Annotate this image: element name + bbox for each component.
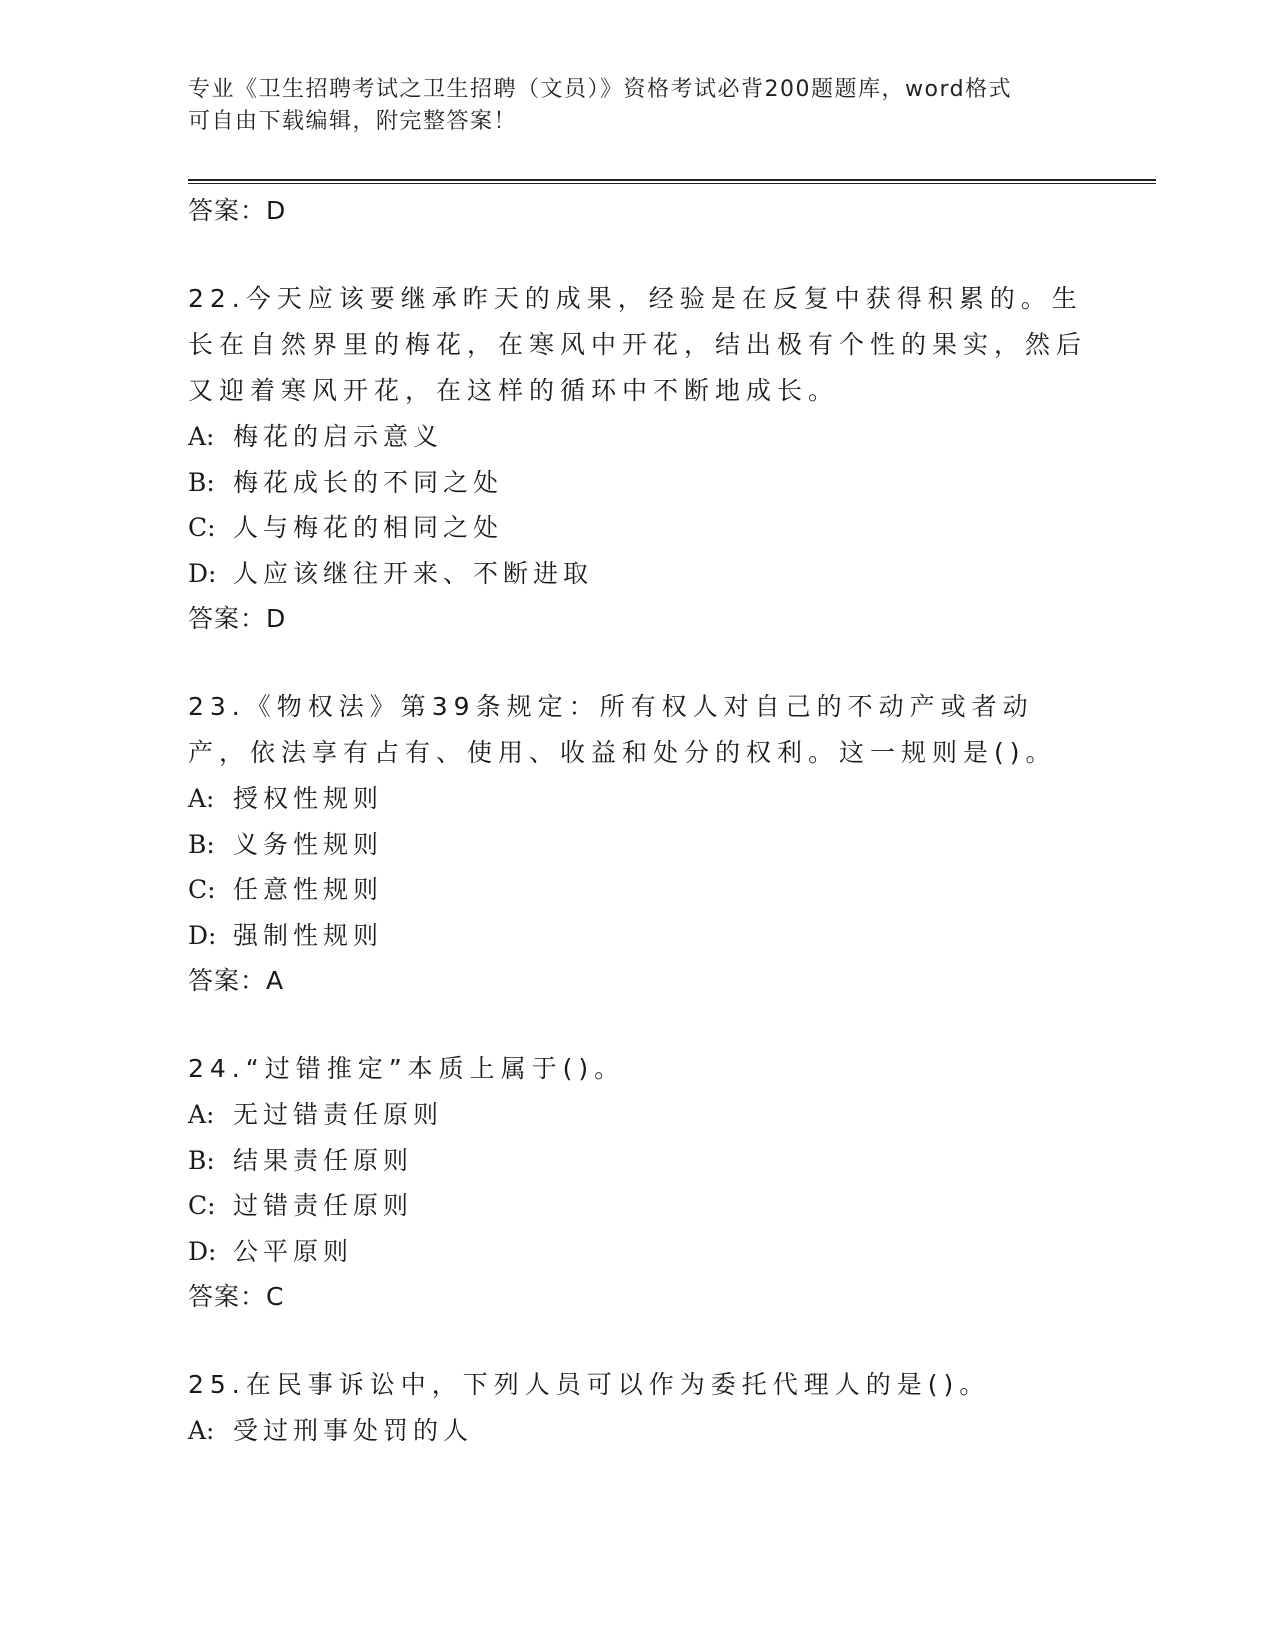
option-d xyxy=(188,1229,1088,1275)
option-a xyxy=(188,1408,1088,1454)
option-c xyxy=(188,867,1088,913)
header-line-2: 可自由下载编辑，附完整答案！ xyxy=(188,109,518,134)
question-22 xyxy=(188,276,1088,642)
question-stem: 24.“过错推定”本质上属于()。 xyxy=(188,1054,626,1083)
option-text: 人与梅花的相同之处 xyxy=(233,513,504,542)
question-stem: 25.在民事诉讼中，下列人员可以作为委托代理人的是()。 xyxy=(188,1370,991,1399)
option-letter: B: xyxy=(188,1145,215,1175)
option-letter: B: xyxy=(188,467,215,497)
option-letter: A: xyxy=(188,784,215,813)
option-text: 授权性规则 xyxy=(233,784,384,813)
question-24 xyxy=(188,1046,1088,1320)
header-line-1: 专业《卫生招聘考试之卫生招聘（文员）》资格考试必背200题题库，word格式 xyxy=(188,77,1013,102)
option-letter: B: xyxy=(188,829,215,859)
option-text: 强制性规则 xyxy=(233,920,384,950)
option-text: 过错责任原则 xyxy=(233,1191,414,1220)
option-letter: D: xyxy=(188,920,217,950)
question-23 xyxy=(188,684,1088,1004)
option-text: 任意性规则 xyxy=(233,875,384,904)
option-text: 受过刑事处罚的人 xyxy=(233,1416,474,1445)
header-rule xyxy=(188,179,1156,184)
option-d xyxy=(188,913,1088,959)
page-header xyxy=(188,74,1088,138)
document-body xyxy=(188,188,1088,1454)
answer-line: 答案：C xyxy=(188,1282,285,1311)
question-25 xyxy=(188,1362,1088,1454)
option-letter: D: xyxy=(188,558,217,588)
option-b xyxy=(188,460,1088,506)
answer-line: 答案：A xyxy=(188,966,285,995)
option-c xyxy=(188,1183,1088,1229)
option-a xyxy=(188,1092,1088,1138)
option-text: 公平原则 xyxy=(233,1236,354,1266)
option-text: 人应该继往开来、不断进取 xyxy=(233,558,594,588)
option-letter: A: xyxy=(188,1416,215,1445)
option-text: 结果责任原则 xyxy=(233,1145,414,1175)
option-d xyxy=(188,551,1088,597)
option-c xyxy=(188,505,1088,551)
option-b xyxy=(188,1138,1088,1184)
option-letter: C: xyxy=(188,513,216,542)
option-text: 梅花成长的不同之处 xyxy=(233,467,504,497)
option-text: 梅花的启示意义 xyxy=(233,422,444,451)
option-letter: C: xyxy=(188,1191,216,1220)
option-text: 无过错责任原则 xyxy=(233,1100,444,1129)
question-stem: 23.《物权法》第39条规定：所有权人对自己的不动产或者动产，依法享有占有、使用、收益和处分的权利。这一规则是()。 xyxy=(188,692,1057,767)
option-letter: D: xyxy=(188,1236,217,1266)
answer-line: 答案：D xyxy=(188,604,287,633)
option-a xyxy=(188,776,1088,822)
option-text: 义务性规则 xyxy=(233,829,384,859)
option-letter: C: xyxy=(188,875,216,904)
option-b xyxy=(188,822,1088,868)
option-letter: A: xyxy=(188,1100,215,1129)
question-stem: 22.今天应该要继承昨天的成果，经验是在反复中获得积累的。生长在自然界里的梅花，在寒风中开花，结出极有个性的果实，然后又迎着寒风开花，在这样的循环中不断地成长。 xyxy=(188,284,1088,405)
answer-line: 答案：D xyxy=(188,196,287,225)
option-letter: A: xyxy=(188,422,215,451)
option-a xyxy=(188,414,1088,460)
